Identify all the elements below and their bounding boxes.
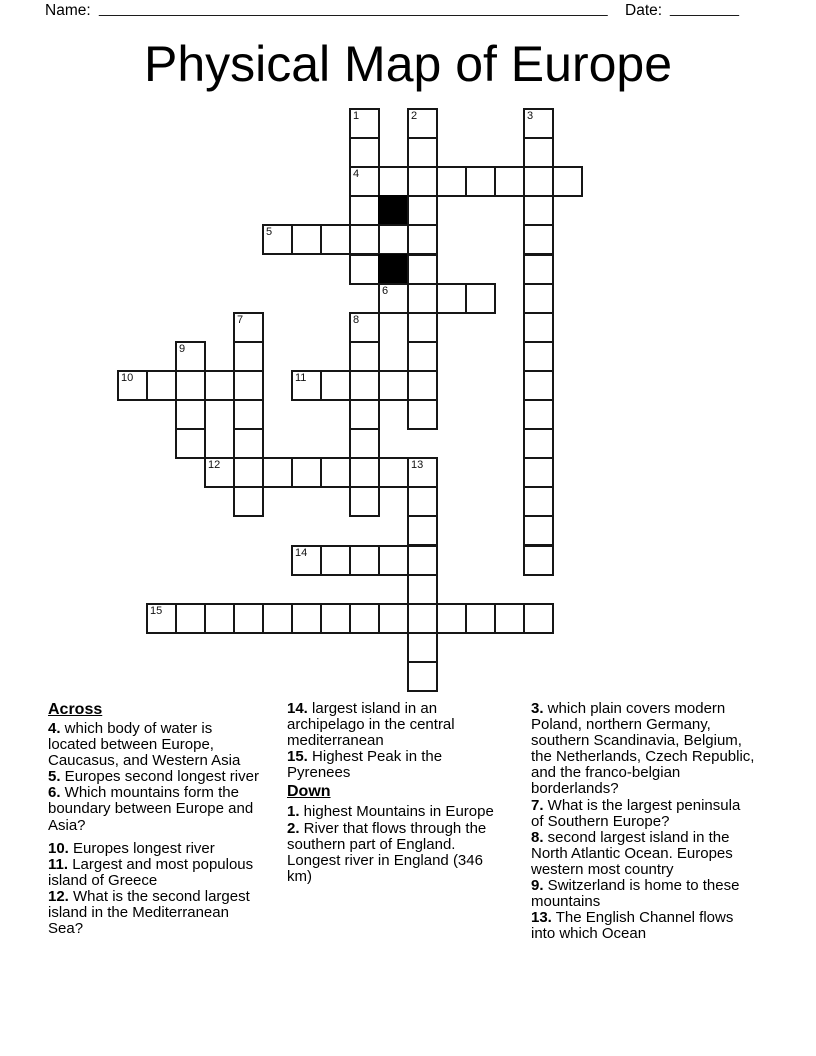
grid-cell[interactable] — [378, 370, 409, 401]
clue-8: 8. second largest island in the North Atlantic Ocean. Europes western most country — [531, 828, 733, 878]
grid-cell[interactable] — [378, 545, 409, 576]
clues-across-heading: Across — [48, 701, 103, 718]
grid-cell[interactable] — [436, 166, 467, 197]
cell-number: 3 — [527, 110, 534, 122]
grid-cell[interactable] — [233, 370, 264, 401]
clue-13: 13. The English Channel flows into which Ocean — [531, 909, 734, 943]
grid-cell[interactable] — [378, 603, 409, 634]
grid-cell[interactable] — [407, 603, 438, 634]
grid-cell[interactable] — [407, 574, 438, 605]
grid-cell[interactable] — [523, 370, 554, 401]
clues-column-2 — [287, 701, 499, 885]
grid-cell[interactable] — [407, 661, 438, 692]
grid-cell[interactable] — [378, 457, 409, 488]
grid-cell[interactable] — [349, 312, 380, 343]
grid-cell[interactable] — [262, 224, 293, 255]
cell-number: 15 — [150, 605, 163, 617]
grid-cell[interactable] — [523, 195, 554, 226]
grid-cell[interactable] — [349, 457, 380, 488]
grid-cell[interactable] — [407, 195, 438, 226]
grid-cell[interactable] — [407, 486, 438, 517]
grid-cell[interactable] — [233, 603, 264, 634]
grid-cell[interactable] — [523, 457, 554, 488]
clue-number: 5. — [48, 768, 61, 786]
grid-cell[interactable] — [523, 137, 554, 168]
clue-number: 13. — [531, 909, 552, 927]
clue-number: 11. — [48, 855, 69, 873]
clue-4: 4. which body of water is located between Europe, Caucasus, and Western Asia — [48, 720, 241, 770]
grid-cell[interactable] — [349, 254, 380, 285]
clue-14: 14. largest island in an archipelago in the central mediterranean — [287, 700, 455, 750]
clue-number: 10. — [48, 839, 69, 857]
cell-number: 13 — [411, 459, 424, 471]
grid-cell[interactable] — [407, 312, 438, 343]
grid-cell[interactable] — [523, 283, 554, 314]
grid-cell[interactable] — [233, 341, 264, 372]
clue-number: 9. — [531, 877, 544, 895]
grid-cell[interactable] — [291, 370, 322, 401]
grid-cell[interactable] — [349, 224, 380, 255]
black-cell — [378, 195, 409, 226]
grid-cell[interactable] — [175, 603, 206, 634]
grid-cell[interactable] — [378, 166, 409, 197]
clue-number: 15. — [287, 748, 308, 766]
grid-cell[interactable] — [204, 603, 235, 634]
clues-column-3 — [531, 701, 755, 942]
clue-6: 6. Which mountains form the boundary between Europe and Asia? — [48, 784, 254, 834]
grid-cell[interactable] — [349, 399, 380, 430]
grid-cell[interactable] — [523, 254, 554, 285]
grid-cell[interactable] — [378, 283, 409, 314]
grid-cell[interactable] — [175, 428, 206, 459]
clue-5: 5. Europes second longest river — [48, 768, 259, 786]
grid-cell[interactable] — [436, 603, 467, 634]
cell-number: 10 — [121, 372, 134, 384]
clue-number: 3. — [531, 700, 544, 717]
grid-cell[interactable] — [291, 545, 322, 576]
grid-cell[interactable] — [291, 224, 322, 255]
grid-cell[interactable] — [407, 341, 438, 372]
cell-number: 1 — [353, 110, 360, 122]
name-label: Name: — [45, 2, 91, 19]
grid-cell[interactable] — [523, 166, 554, 197]
grid-cell[interactable] — [349, 603, 380, 634]
cell-number: 2 — [411, 110, 418, 122]
grid-cell[interactable] — [465, 166, 496, 197]
grid-cell[interactable] — [523, 224, 554, 255]
grid-cell[interactable] — [320, 370, 351, 401]
grid-cell[interactable] — [523, 603, 554, 634]
black-cell — [378, 254, 409, 285]
cell-number: 5 — [266, 226, 273, 238]
clue-number: 8. — [531, 828, 544, 846]
grid-cell[interactable] — [291, 457, 322, 488]
clue-number: 4. — [48, 720, 61, 737]
grid-cell[interactable] — [407, 370, 438, 401]
grid-cell[interactable] — [320, 545, 351, 576]
grid-cell[interactable] — [465, 283, 496, 314]
grid-cell[interactable] — [320, 603, 351, 634]
page-title: Physical Map of Europe — [143, 36, 673, 92]
grid-cell[interactable] — [175, 341, 206, 372]
clue-1: 1. highest Mountains in Europe — [287, 803, 494, 821]
grid-cell[interactable] — [146, 370, 177, 401]
grid-cell[interactable] — [349, 370, 380, 401]
grid-cell[interactable] — [320, 224, 351, 255]
grid-cell[interactable] — [407, 515, 438, 546]
grid-cell[interactable] — [233, 457, 264, 488]
grid-cell[interactable] — [378, 224, 409, 255]
clue-number: 6. — [48, 784, 61, 802]
grid-cell[interactable] — [436, 283, 467, 314]
clue-number: 14. — [287, 700, 308, 717]
clue-9: 9. Switzerland is home to these mountains — [531, 877, 740, 911]
clue-2: 2. River that flows through the southern part of England. Longest river in England (346 km) — [287, 819, 487, 885]
grid-cell[interactable] — [233, 486, 264, 517]
crossword-grid — [117, 108, 583, 692]
grid-cell[interactable] — [407, 545, 438, 576]
grid-cell[interactable] — [407, 283, 438, 314]
clue-11: 11. Largest and most populous island of Greece — [48, 855, 254, 889]
grid-cell[interactable] — [407, 137, 438, 168]
grid-cell[interactable] — [233, 399, 264, 430]
cell-number: 11 — [295, 372, 307, 384]
clue-number: 7. — [531, 796, 544, 814]
clue-15: 15. Highest Peak in the Pyrenees — [287, 748, 443, 782]
grid-cell[interactable] — [204, 457, 235, 488]
grid-cell[interactable] — [523, 399, 554, 430]
grid-cell[interactable] — [523, 108, 554, 139]
clue-12: 12. What is the second largest island in the Mediterranean Sea? — [48, 887, 250, 938]
grid-cell[interactable] — [204, 370, 235, 401]
clue-7: 7. What is the largest peninsula of Southern Europe? — [531, 796, 741, 830]
grid-cell[interactable] — [407, 108, 438, 139]
grid-cell[interactable] — [349, 195, 380, 226]
grid-cell[interactable] — [523, 341, 554, 372]
grid-cell[interactable] — [523, 486, 554, 517]
grid-cell[interactable] — [291, 603, 322, 634]
grid-cell[interactable] — [117, 370, 148, 401]
date-label: Date: — [625, 2, 663, 19]
date-blank-line[interactable]: ________ — [670, 0, 739, 17]
cell-number: 8 — [353, 314, 360, 326]
cell-number: 7 — [237, 314, 244, 326]
grid-cell[interactable] — [465, 603, 496, 634]
grid-cell[interactable] — [349, 166, 380, 197]
grid-cell[interactable] — [262, 603, 293, 634]
clues-down-heading: Down — [287, 783, 331, 801]
grid-cell[interactable] — [494, 166, 525, 197]
grid-cell[interactable] — [523, 545, 554, 576]
clue-number: 1. — [287, 803, 300, 821]
grid-cell[interactable] — [175, 399, 206, 430]
cell-number: 6 — [382, 285, 389, 297]
grid-cell[interactable] — [407, 632, 438, 663]
grid-cell[interactable] — [407, 457, 438, 488]
grid-cell[interactable] — [523, 515, 554, 546]
cell-number: 12 — [208, 459, 221, 471]
grid-cell[interactable] — [552, 166, 583, 197]
grid-cell[interactable] — [320, 457, 351, 488]
grid-cell[interactable] — [233, 428, 264, 459]
grid-cell[interactable] — [523, 312, 554, 343]
grid-cell[interactable] — [349, 545, 380, 576]
name-blank-line[interactable]: ___________________________________________________________ — [99, 0, 608, 17]
grid-cell[interactable] — [407, 166, 438, 197]
grid-cell[interactable] — [349, 108, 380, 139]
cell-number: 4 — [353, 168, 360, 180]
grid-cell[interactable] — [349, 428, 380, 459]
cell-number: 14 — [295, 547, 308, 559]
grid-cell[interactable] — [349, 486, 380, 517]
clue-number: 2. — [287, 819, 300, 837]
grid-cell[interactable] — [146, 603, 177, 634]
grid-cell[interactable] — [494, 603, 525, 634]
grid-cell[interactable] — [523, 428, 554, 459]
clue-number: 12. — [48, 887, 69, 905]
grid-cell[interactable] — [233, 312, 264, 343]
grid-cell[interactable] — [407, 254, 438, 285]
grid-cell[interactable] — [407, 224, 438, 255]
clues-column-1 — [48, 701, 264, 937]
grid-cell[interactable] — [175, 370, 206, 401]
clue-3: 3. which plain covers modern Poland, northern Germany, southern Scandinavia, Belgium, the Netherlands, Czech Republic, and the franco-belgian borderlands? — [531, 700, 755, 798]
grid-cell[interactable] — [349, 137, 380, 168]
cell-number: 9 — [179, 343, 186, 355]
grid-cell[interactable] — [407, 399, 438, 430]
clue-10: 10. Europes longest river — [48, 839, 215, 857]
grid-cell[interactable] — [262, 457, 293, 488]
grid-cell[interactable] — [349, 341, 380, 372]
